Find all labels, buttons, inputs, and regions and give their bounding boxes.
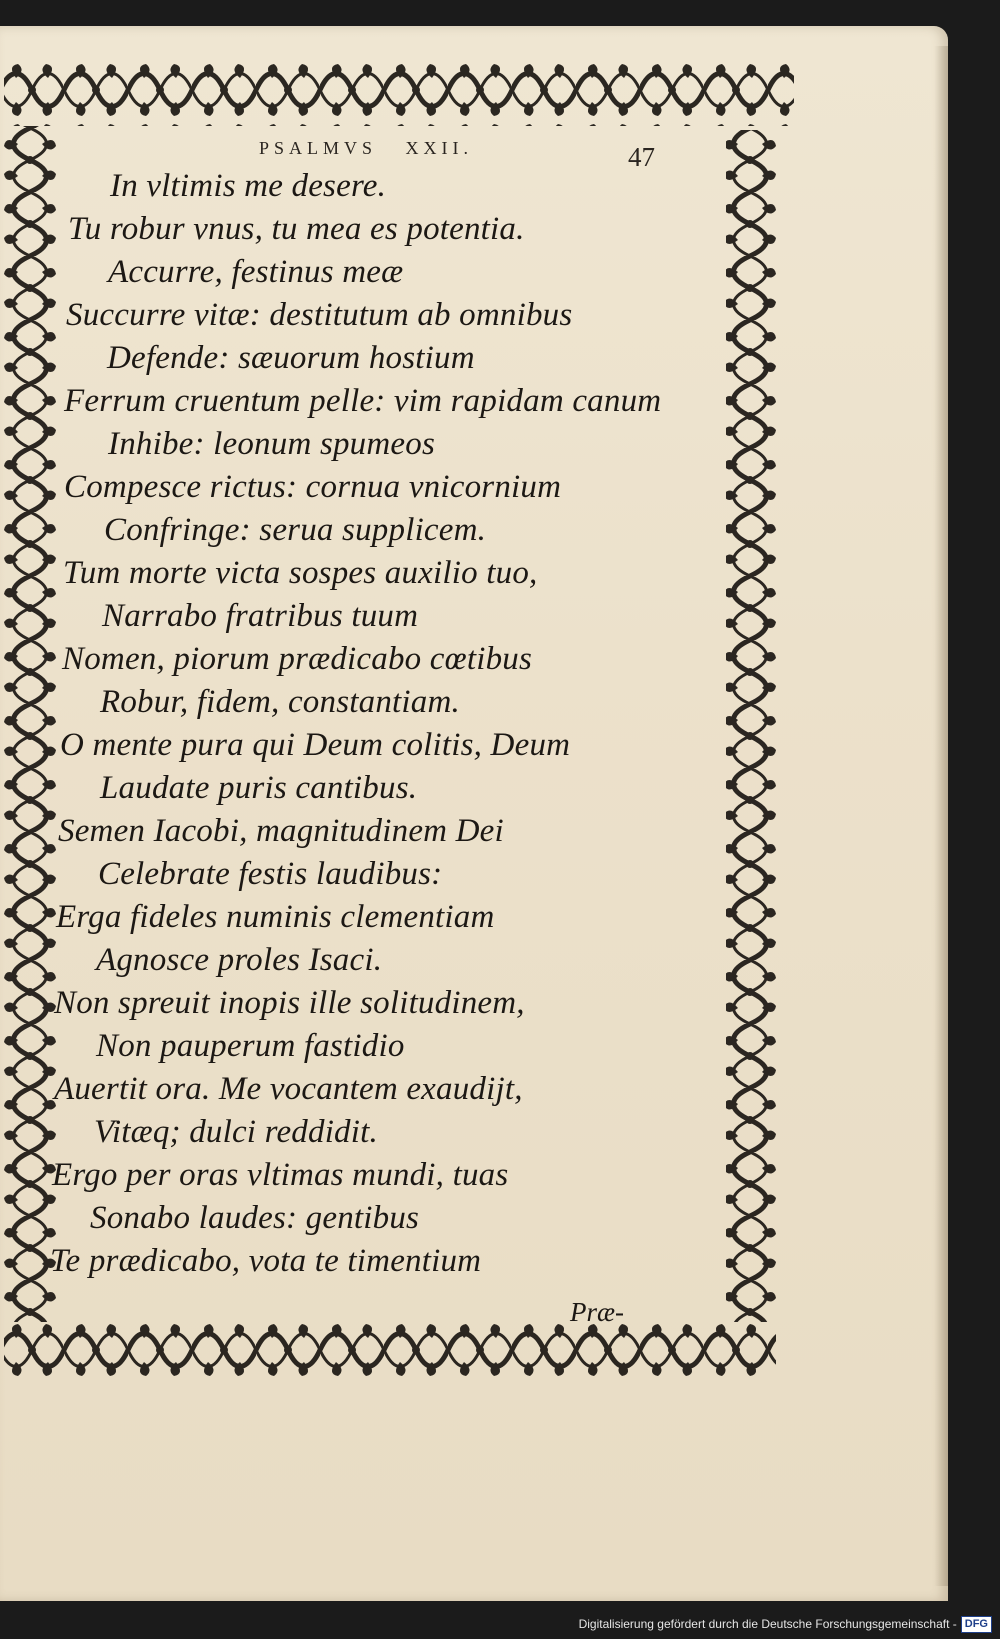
verse-line: Tu robur vnus, tu mea es potentia. bbox=[68, 211, 525, 247]
verse-line: Vitæq; dulci reddidit. bbox=[94, 1114, 378, 1150]
verse-line: Laudate puris cantibus. bbox=[100, 770, 418, 806]
verse-line: Te prædicabo, vota te timentium bbox=[50, 1243, 482, 1279]
verse-line: Inhibe: leonum spumeos bbox=[108, 426, 436, 462]
credit-text: Digitalisierung gefördert durch die Deutsche Forschungsgemeinschaft - bbox=[578, 1617, 957, 1631]
verse-line: Ferrum cruentum pelle: vim rapidam canum bbox=[64, 383, 662, 419]
verse-line: Non pauperum fastidio bbox=[96, 1028, 405, 1064]
dfg-logo: DFG bbox=[961, 1616, 992, 1633]
verse-line: Nomen, piorum prædicabo cœtibus bbox=[62, 641, 533, 677]
verse-line: Auertit ora. Me vocantem exaudijt, bbox=[54, 1071, 523, 1107]
verse-line: In vltimis me desere. bbox=[110, 168, 387, 204]
verse-line: Celebrate festis laudibus: bbox=[98, 856, 443, 892]
running-head: PSALMVS XXII. bbox=[259, 138, 474, 158]
verse-line: Tum morte victa sospes auxilio tuo, bbox=[63, 555, 538, 591]
verse-line: Sonabo laudes: gentibus bbox=[90, 1200, 420, 1236]
verse-line: Accurre, festinus meæ bbox=[108, 254, 404, 290]
verse-line: O mente pura qui Deum colitis, Deum bbox=[60, 727, 571, 763]
verse-line: Ergo per oras vltimas mundi, tuas bbox=[52, 1157, 509, 1193]
page-number: 47 bbox=[628, 142, 655, 172]
verse-line: Defende: sæuorum hostium bbox=[107, 340, 475, 376]
verse-line: Erga fideles numinis clementiam bbox=[56, 899, 495, 935]
catchword: Præ- bbox=[570, 1297, 624, 1327]
verse-line: Confringe: serua supplicem. bbox=[104, 512, 487, 548]
verse-line: Narrabo fratribus tuum bbox=[102, 598, 419, 634]
digitization-credit bbox=[579, 1615, 992, 1633]
verse-line: Semen Iacobi, magnitudinem Dei bbox=[58, 813, 504, 849]
verse-line: Succurre vitæ: destitutum ab omnibus bbox=[66, 297, 573, 333]
verse-line: Compesce rictus: cornua vnicornium bbox=[64, 469, 562, 505]
verse-line: Agnosce proles Isaci. bbox=[96, 942, 383, 978]
verse-line: Robur, fidem, constantiam. bbox=[100, 684, 460, 720]
verse-line: Non spreuit inopis ille solitudinem, bbox=[54, 985, 525, 1021]
